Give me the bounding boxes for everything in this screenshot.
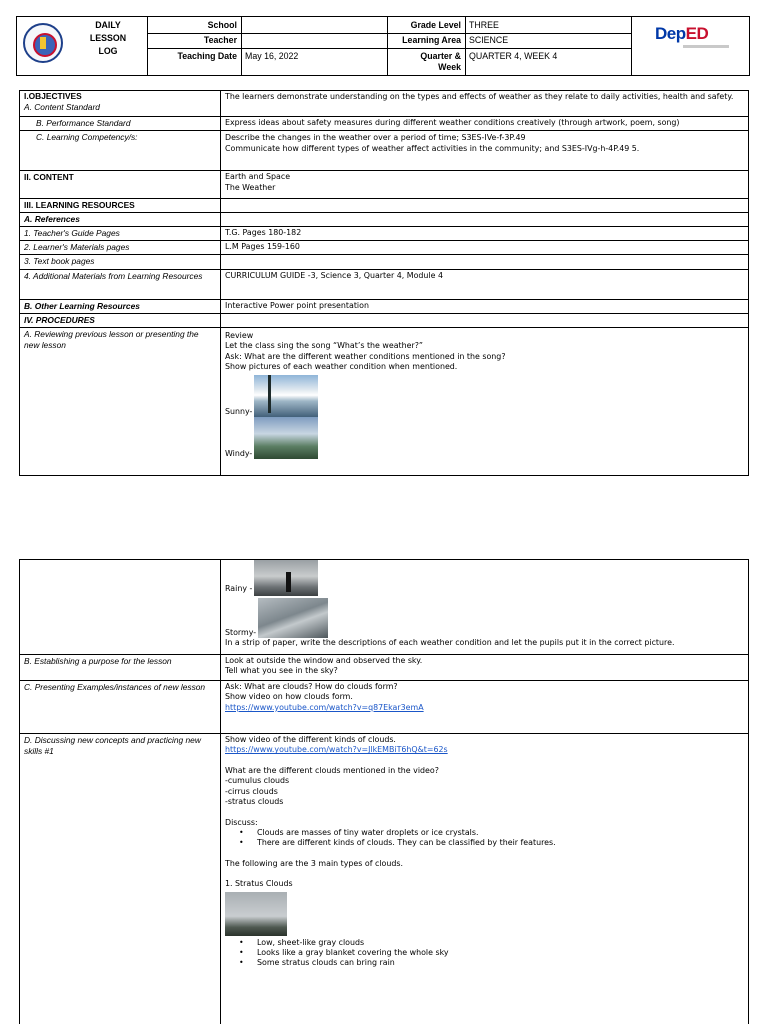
- school-label: School: [207, 20, 237, 30]
- clouds-form-video-link[interactable]: https://www.youtube.com/watch?v=q87Ekar3emA: [225, 702, 424, 712]
- references-heading: A. References: [20, 213, 221, 227]
- competency-value: Describe the changes in the weather over a period of time; S3ES-IVe-f-3P.49 Communicate how different types of weather affect activities in the community; and S3ES-IVg-h-4P.49 5.: [221, 131, 749, 171]
- stratus-clouds-image: [225, 892, 287, 936]
- table-row: [20, 327, 749, 475]
- teaching-date-label: Teaching Date: [177, 51, 237, 61]
- objectives-heading: I.OBJECTIVES: [24, 91, 82, 101]
- lesson-table-2: [19, 559, 749, 1024]
- table-row: [20, 171, 749, 199]
- table-row: [20, 213, 749, 227]
- stormy-weather-image: [258, 598, 328, 638]
- review-content: Review Let the class sing the song “What’s the weather?” Ask: What are the different weather conditions mentioned in the song? Show pictures of each weather condition when mentioned. Sunny- Windy-: [221, 327, 749, 475]
- table-row: [20, 299, 749, 313]
- weather-pictures-content: [221, 560, 749, 655]
- clouds-kinds-video-link[interactable]: https://www.youtube.com/watch?v=JlkEMBiT6hQ&t=62s: [225, 745, 448, 755]
- dll-title: DAILY LESSON LOG: [89, 20, 127, 57]
- grade-level-value: THREE: [469, 20, 499, 30]
- content-value: Earth and Space The Weather: [221, 171, 749, 199]
- quarter-week-label: Quarter & Week: [420, 51, 461, 72]
- performance-standard-label: B. Performance Standard: [20, 117, 221, 131]
- table-row: [20, 227, 749, 241]
- deped-logo: DepED: [655, 24, 709, 43]
- strip-instructions: In a strip of paper, write the descriptions of each weather condition and let the pupils put it in the correct picture.: [225, 638, 675, 647]
- grade-level-label: Grade Level: [410, 20, 461, 30]
- other-resources-value: Interactive Power point presentation: [221, 299, 749, 313]
- list-item: • Looks like a gray blanket covering the whole sky: [239, 948, 744, 958]
- table-row: [20, 241, 749, 255]
- list-item: • Clouds are masses of tiny water droplets or ice crystals.: [239, 828, 744, 838]
- rainy-label: Rainy -: [225, 583, 253, 593]
- examples-label: C. Presenting Examples/instances of new lesson: [20, 681, 221, 734]
- performance-standard-value: Express ideas about safety measures during different weather conditions creatively (through artwork, poem, song): [221, 117, 749, 131]
- list-item: -cirrus clouds: [225, 786, 278, 796]
- teaching-date-value: May 16, 2022: [245, 51, 299, 61]
- lesson-table-1: [19, 90, 749, 476]
- purpose-label: B. Establishing a purpose for the lesson: [20, 655, 221, 681]
- learning-area-value: SCIENCE: [469, 35, 509, 45]
- discussing-value: Show video of the different kinds of clouds. https://www.youtube.com/watch?v=JlkEMBiT6hQ&t=62s What are the different clouds mentioned in the video? -cumulus clouds -cirrus clouds -stratus clouds Discuss: • Clouds are masses of tiny water droplets or ice crystals. • There are different kinds of clouds. They can be classified by their features. The following are the 3 main types of clouds. 1. Stratus Clouds • Low, sheet-like gray clouds • Looks like a gray blanket covering the whole sky • Some stratus clouds can bring rain: [221, 734, 749, 1024]
- procedures-heading: IV. PROCEDURES: [20, 313, 221, 327]
- competency-label: C. Learning Competency/s:: [20, 131, 221, 171]
- dll-header: [16, 16, 750, 76]
- resources-heading: III. LEARNING RESOURCES: [20, 199, 221, 213]
- table-row: [20, 560, 749, 655]
- teachers-guide-value: T.G. Pages 180-182: [221, 227, 749, 241]
- additional-materials-value: CURRICULUM GUIDE -3, Science 3, Quarter 4, Module 4: [221, 269, 749, 299]
- learning-area-label: Learning Area: [402, 35, 461, 45]
- discuss-list: [225, 828, 744, 849]
- stratus-list: [225, 938, 744, 969]
- table-row: [20, 681, 749, 734]
- list-item: • There are different kinds of clouds. They can be classified by their features.: [239, 838, 744, 848]
- table-row: [20, 655, 749, 681]
- table-row: [20, 255, 749, 269]
- table-row: [20, 269, 749, 299]
- examples-value: Ask: What are clouds? How do clouds form? Show video on how clouds form. https://www.youtube.com/watch?v=q87Ekar3emA: [221, 681, 749, 734]
- windy-label: Windy-: [225, 449, 253, 459]
- windy-weather-image: [254, 417, 318, 459]
- additional-materials-label: 4. Additional Materials from Learning Resources: [20, 269, 221, 299]
- list-item: • Some stratus clouds can bring rain: [239, 958, 744, 968]
- table-row: [20, 117, 749, 131]
- quarter-week-value: QUARTER 4, WEEK 4: [469, 51, 558, 61]
- learners-materials-value: L.M Pages 159-160: [221, 241, 749, 255]
- list-item: -stratus clouds: [225, 797, 284, 807]
- deped-logo-tagline-icon: [683, 45, 729, 48]
- content-standard-label: A. Content Standard: [24, 102, 100, 113]
- content-heading: II. CONTENT: [20, 171, 221, 199]
- rainy-weather-image: [254, 560, 318, 596]
- stormy-label: Stormy-: [225, 627, 257, 637]
- table-row: [20, 91, 749, 117]
- other-resources-label: B. Other Learning Resources: [20, 299, 221, 313]
- table-row: [20, 199, 749, 213]
- teachers-guide-label: 1. Teacher's Guide Pages: [20, 227, 221, 241]
- list-item: -cumulus clouds: [225, 776, 290, 786]
- textbook-label: 3. Text book pages: [20, 255, 221, 269]
- learners-materials-label: 2. Learner's Materials pages: [20, 241, 221, 255]
- discussing-label: D. Discussing new concepts and practicing new skills #1: [20, 734, 221, 1024]
- teacher-label: Teacher: [203, 35, 237, 45]
- purpose-value: Look at outside the window and observed the sky. Tell what you see in the sky?: [221, 655, 749, 681]
- content-standard-value: The learners demonstrate understanding on the types and effects of weather as they relate to daily activities, health and safety.: [221, 91, 749, 117]
- stratus-title: 1. Stratus Clouds: [225, 879, 293, 889]
- sunny-weather-image: [254, 375, 318, 417]
- table-row: [20, 734, 749, 1024]
- sunny-label: Sunny-: [225, 407, 253, 417]
- list-item: • Low, sheet-like gray clouds: [239, 938, 744, 948]
- table-row: [20, 313, 749, 327]
- review-label: A. Reviewing previous lesson or presenting the new lesson: [20, 327, 221, 475]
- deped-seal-icon: [23, 23, 63, 63]
- table-row: [20, 131, 749, 171]
